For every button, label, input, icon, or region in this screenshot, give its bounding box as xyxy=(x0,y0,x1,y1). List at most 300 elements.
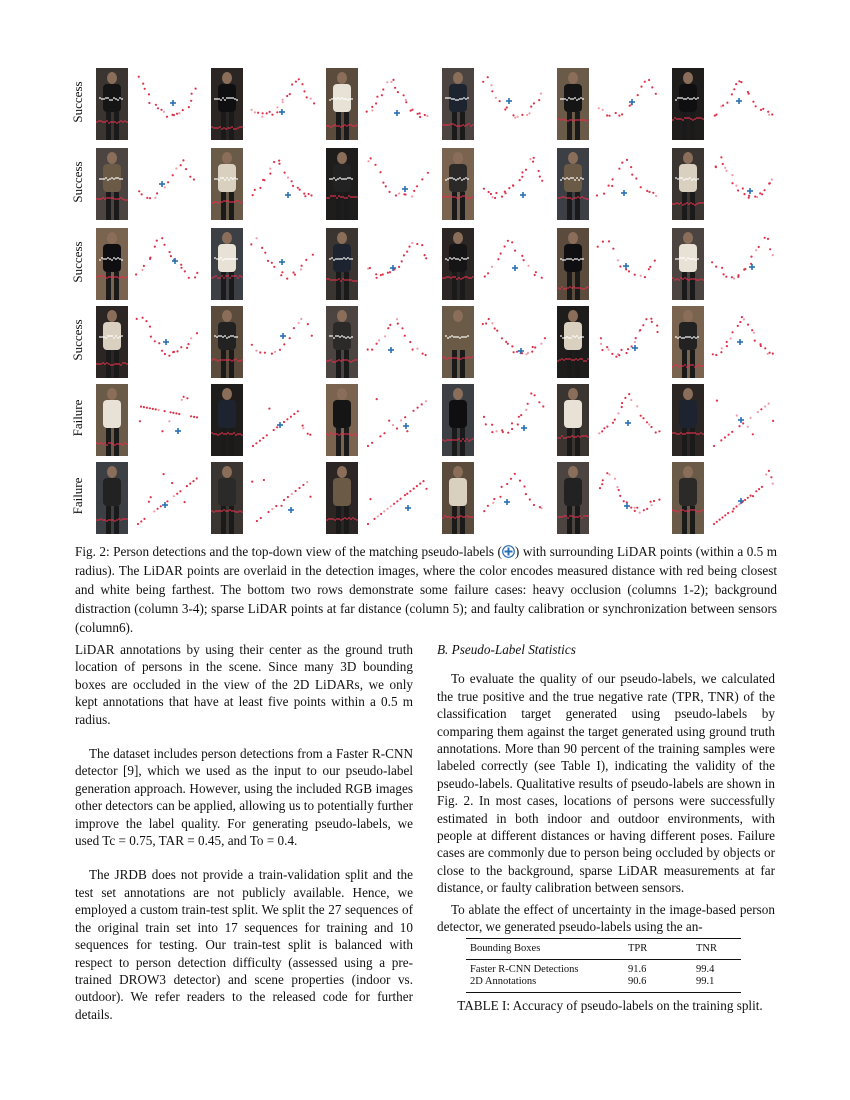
lidar-point xyxy=(425,354,427,356)
lidar-point xyxy=(768,403,770,405)
lidar-point xyxy=(507,240,509,242)
overlay-lidar-point xyxy=(348,124,350,126)
lidar-point xyxy=(141,269,143,271)
overlay-lidar-point xyxy=(221,201,223,203)
detection-image xyxy=(326,384,358,456)
overlay-lidar-point xyxy=(326,125,328,127)
overlay-lidar-point xyxy=(120,276,122,278)
figure-panel xyxy=(96,462,206,534)
figure-panel xyxy=(326,306,436,378)
lidar-point xyxy=(256,237,258,239)
overlay-lidar-point xyxy=(680,202,682,204)
row-label-text: Success xyxy=(70,81,85,123)
pseudo-label-marker xyxy=(177,428,179,434)
overlay-lidar-point xyxy=(98,519,100,521)
overlay-lidar-point xyxy=(677,97,679,99)
overlay-lidar-point xyxy=(465,177,467,179)
lidar-point xyxy=(412,348,414,350)
figure-panel xyxy=(96,384,206,456)
lidar-point xyxy=(724,167,726,169)
lidar-point xyxy=(728,434,730,436)
lidar-point xyxy=(267,260,269,262)
overlay-lidar-point xyxy=(350,124,352,126)
lidar-point xyxy=(630,507,632,509)
overlay-lidar-point xyxy=(567,197,569,199)
overlay-lidar-point xyxy=(465,336,467,338)
overlay-lidar-point xyxy=(220,335,222,337)
overlay-lidar-point xyxy=(696,433,698,435)
overlay-lidar-point xyxy=(122,444,124,446)
lidar-point xyxy=(615,356,617,358)
lidar-point xyxy=(534,346,536,348)
lidar-point xyxy=(496,430,498,432)
overlay-lidar-point xyxy=(118,121,120,123)
overlay-lidar-point xyxy=(219,201,221,203)
lidar-point xyxy=(403,254,405,256)
overlay-lidar-point xyxy=(458,438,460,440)
lidar-point xyxy=(644,81,646,83)
lidar-point xyxy=(519,480,521,482)
lidar-point xyxy=(382,182,384,184)
overlay-lidar-point xyxy=(227,432,229,434)
overlay-lidar-point xyxy=(563,437,565,439)
overlay-lidar-point xyxy=(105,258,107,260)
lidar-point xyxy=(369,267,371,269)
lidar-point xyxy=(715,114,717,116)
overlay-lidar-point xyxy=(217,277,219,279)
overlay-lidar-point xyxy=(449,336,451,338)
overlay-lidar-point xyxy=(573,359,575,361)
overlay-lidar-point xyxy=(573,436,575,438)
overlay-lidar-point xyxy=(338,359,340,361)
overlay-lidar-point xyxy=(122,518,124,520)
lidar-point xyxy=(754,340,756,342)
lidar-point xyxy=(184,270,186,272)
overlay-lidar-point xyxy=(211,510,213,512)
lidar-point xyxy=(510,478,512,480)
overlay-lidar-point xyxy=(354,125,356,127)
overlay-lidar-point xyxy=(459,259,461,261)
overlay-lidar-point xyxy=(679,97,681,99)
lidar-point xyxy=(252,445,254,447)
overlay-lidar-point xyxy=(571,435,573,437)
overlay-lidar-point xyxy=(697,178,699,180)
left-paragraph-2: The dataset includes person detections from a Faster R-CNN detector [9], which we used as the input to our pseudo-label generation approach. However, using the included RGB images other detectors can be applied, allowing us to potentially further improve the label quality. For generating pseudo-labels, we used Tc = 0.75, TAR = 0.45, and To = 0.4. xyxy=(75,746,413,849)
overlay-lidar-point xyxy=(336,125,338,127)
lidar-point xyxy=(611,353,613,355)
overlay-lidar-point xyxy=(692,119,694,121)
overlay-lidar-point xyxy=(585,120,587,122)
lidar-point xyxy=(483,188,485,190)
lidar-point xyxy=(276,426,278,428)
lidar-point xyxy=(767,238,769,240)
lidar-point xyxy=(180,346,182,348)
lidar-point xyxy=(250,243,252,245)
lidar-point xyxy=(263,179,265,181)
left-column xyxy=(75,641,413,1023)
lidar-point xyxy=(182,109,184,111)
overlay-lidar-point xyxy=(587,515,589,517)
lidar-point xyxy=(772,353,774,355)
lidar-point xyxy=(758,246,760,248)
lidar-point xyxy=(405,101,407,103)
overlay-lidar-point xyxy=(328,278,330,280)
lidar-point xyxy=(142,83,144,85)
overlay-lidar-point xyxy=(326,278,328,280)
overlay-lidar-point xyxy=(241,359,243,361)
overlay-lidar-point xyxy=(104,121,106,123)
overlay-lidar-point xyxy=(106,197,108,199)
overlay-lidar-point xyxy=(447,337,449,339)
overlay-lidar-point xyxy=(104,519,106,521)
overlay-lidar-point xyxy=(687,257,689,259)
lidar-point xyxy=(731,93,733,95)
overlay-lidar-point xyxy=(682,278,684,280)
pseudo-label-marker xyxy=(520,348,522,354)
figure-panel xyxy=(96,68,206,140)
lidar-point xyxy=(494,327,496,329)
lidar-point xyxy=(731,174,733,176)
detection-image xyxy=(672,228,704,300)
top-down-view xyxy=(247,462,321,534)
lidar-point xyxy=(732,510,734,512)
lidar-point xyxy=(491,266,493,268)
lidar-point xyxy=(419,112,421,114)
detection-image xyxy=(96,462,128,534)
overlay-lidar-point xyxy=(693,178,695,180)
overlay-lidar-point xyxy=(116,198,118,200)
top-down-view xyxy=(247,228,321,300)
overlay-lidar-point xyxy=(122,121,124,123)
overlay-lidar-point xyxy=(573,516,575,518)
overlay-lidar-point xyxy=(109,99,111,101)
lidar-point xyxy=(374,164,376,166)
overlay-lidar-point xyxy=(96,276,98,278)
overlay-lidar-point xyxy=(561,286,563,288)
lidar-point xyxy=(397,91,399,93)
overlay-lidar-point xyxy=(221,128,223,130)
lidar-point xyxy=(490,84,492,86)
lidar-point xyxy=(716,400,718,402)
overlay-lidar-point xyxy=(356,359,358,361)
overlay-lidar-point xyxy=(562,98,564,100)
person-leg xyxy=(567,112,572,140)
lidar-point xyxy=(750,495,752,497)
lidar-point xyxy=(291,83,293,85)
lidar-point xyxy=(626,159,628,161)
overlay-lidar-point xyxy=(675,258,677,260)
lidar-point xyxy=(156,240,158,242)
lidar-point xyxy=(388,420,390,422)
left-paragraph-1: LiDAR annotations by using their center as the ground truth location of persons in the scene. Since many 3D bounding boxes are occluded in the view of the 2D LiDARs, we only kept annotations that have at least five points within a 0.5 m radius. xyxy=(75,642,413,727)
overlay-lidar-point xyxy=(463,97,465,99)
lidar-point xyxy=(408,246,410,248)
table-header-cell: TNR xyxy=(696,943,717,954)
overlay-lidar-point xyxy=(462,357,464,359)
lidar-point xyxy=(621,113,623,115)
lidar-point xyxy=(737,325,739,327)
overlay-lidar-point xyxy=(338,518,340,520)
lidar-point xyxy=(627,348,629,350)
person-head xyxy=(683,310,693,322)
overlay-lidar-point xyxy=(559,359,561,361)
lidar-point xyxy=(748,93,750,95)
lidar-point xyxy=(378,339,380,341)
overlay-lidar-point xyxy=(100,363,102,365)
lidar-point xyxy=(651,504,653,506)
overlay-lidar-point xyxy=(446,124,448,126)
overlay-lidar-point xyxy=(337,178,339,180)
overlay-lidar-point xyxy=(557,197,559,199)
lidar-point xyxy=(603,427,605,429)
lidar-point xyxy=(637,94,639,96)
overlay-lidar-point xyxy=(350,361,352,363)
overlay-lidar-point xyxy=(692,509,694,511)
person-leg xyxy=(460,272,465,300)
overlay-lidar-point xyxy=(578,98,580,100)
overlay-lidar-point xyxy=(338,278,340,280)
lidar-point xyxy=(634,510,636,512)
figure-panel xyxy=(672,306,782,378)
overlay-lidar-point xyxy=(122,276,124,278)
overlay-lidar-point xyxy=(338,125,340,127)
top-down-view xyxy=(593,148,667,220)
lidar-point xyxy=(375,102,377,104)
overlay-lidar-point xyxy=(580,336,582,338)
person-torso xyxy=(679,322,697,350)
overlay-lidar-point xyxy=(567,517,569,519)
person-torso xyxy=(103,400,121,428)
overlay-lidar-point xyxy=(227,200,229,202)
overlay-lidar-point xyxy=(453,336,455,338)
overlay-lidar-point xyxy=(116,276,118,278)
lidar-point xyxy=(497,258,499,260)
overlay-lidar-point xyxy=(687,336,689,338)
lidar-point xyxy=(768,114,770,116)
lidar-point xyxy=(612,248,614,250)
overlay-lidar-point xyxy=(107,335,109,337)
overlay-lidar-point xyxy=(221,432,223,434)
lidar-point xyxy=(158,342,160,344)
overlay-lidar-point xyxy=(445,335,447,337)
caption-label: Fig. 2: xyxy=(75,544,110,559)
lidar-point xyxy=(761,193,763,195)
overlay-lidar-point xyxy=(449,257,451,259)
overlay-lidar-point xyxy=(696,117,698,119)
overlay-lidar-point xyxy=(457,258,459,260)
detection-image xyxy=(211,306,243,378)
person-torso xyxy=(564,84,582,112)
overlay-lidar-point xyxy=(559,197,561,199)
lidar-point xyxy=(653,500,655,502)
overlay-lidar-point xyxy=(107,97,109,99)
overlay-lidar-point xyxy=(562,337,564,339)
overlay-lidar-point xyxy=(448,439,450,441)
lidar-point xyxy=(181,399,183,401)
overlay-lidar-point xyxy=(686,117,688,119)
overlay-lidar-point xyxy=(464,440,466,442)
lidar-point xyxy=(268,408,270,410)
person-head xyxy=(107,72,117,84)
overlay-lidar-point xyxy=(213,433,215,435)
person-leg xyxy=(690,192,695,220)
overlay-lidar-point xyxy=(124,277,126,279)
overlay-lidar-point xyxy=(697,258,699,260)
overlay-lidar-point xyxy=(224,335,226,337)
overlay-lidar-point xyxy=(216,98,218,100)
person-leg xyxy=(690,112,695,140)
overlay-lidar-point xyxy=(99,259,101,261)
overlay-lidar-point xyxy=(338,434,340,436)
overlay-lidar-point xyxy=(700,278,702,280)
overlay-lidar-point xyxy=(692,364,694,366)
lidar-point xyxy=(421,403,423,405)
overlay-lidar-point xyxy=(230,258,232,260)
overlay-lidar-point xyxy=(472,196,474,198)
top-down-view xyxy=(593,306,667,378)
overlay-lidar-point xyxy=(108,197,110,199)
lidar-point xyxy=(621,162,623,164)
overlay-lidar-point xyxy=(118,198,120,200)
overlay-lidar-point xyxy=(332,433,334,435)
overlay-lidar-point xyxy=(567,436,569,438)
overlay-lidar-point xyxy=(679,336,681,338)
table-header-row xyxy=(466,939,741,960)
pseudo-label-marker xyxy=(174,258,176,264)
overlay-lidar-point xyxy=(333,97,335,99)
lidar-point xyxy=(389,324,391,326)
figure-panel xyxy=(326,462,436,534)
overlay-lidar-point xyxy=(126,121,128,123)
lidar-point xyxy=(264,252,266,254)
overlay-lidar-point xyxy=(694,118,696,120)
overlay-lidar-point xyxy=(569,515,571,517)
lidar-point xyxy=(606,346,608,348)
lidar-point xyxy=(656,325,658,327)
overlay-lidar-point xyxy=(347,177,349,179)
table-cell: 2D Annotations xyxy=(470,976,537,987)
overlay-lidar-point xyxy=(672,509,674,511)
overlay-lidar-point xyxy=(571,515,573,517)
overlay-lidar-point xyxy=(683,98,685,100)
overlay-lidar-point xyxy=(121,98,123,100)
person-leg xyxy=(344,428,349,456)
lidar-point xyxy=(143,518,145,520)
lidar-point xyxy=(261,116,263,118)
lidar-point xyxy=(425,400,427,402)
overlay-lidar-point xyxy=(690,118,692,120)
overlay-lidar-point xyxy=(109,178,111,180)
overlay-lidar-point xyxy=(690,278,692,280)
overlay-lidar-point xyxy=(113,178,115,180)
lidar-point xyxy=(383,432,385,434)
pseudo-label-marker xyxy=(739,339,741,345)
lidar-point xyxy=(416,185,418,187)
lidar-point xyxy=(483,510,485,512)
overlay-lidar-point xyxy=(575,358,577,360)
lidar-point xyxy=(149,407,151,409)
overlay-lidar-point xyxy=(682,509,684,511)
overlay-lidar-point xyxy=(461,257,463,259)
overlay-lidar-point xyxy=(585,515,587,517)
lidar-point xyxy=(287,496,289,498)
person-leg xyxy=(106,192,111,220)
lidar-point xyxy=(756,196,758,198)
lidar-point xyxy=(761,486,763,488)
lidar-point xyxy=(645,318,647,320)
figure-panel xyxy=(672,148,782,220)
lidar-point xyxy=(614,419,616,421)
overlay-lidar-point xyxy=(442,439,444,441)
pseudo-label-marker xyxy=(740,498,742,504)
lidar-point xyxy=(621,402,623,404)
person-torso xyxy=(218,478,236,506)
figure-panel xyxy=(557,462,667,534)
lidar-point xyxy=(417,407,419,409)
lidar-point xyxy=(291,180,293,182)
overlay-lidar-point xyxy=(678,433,680,435)
overlay-lidar-point xyxy=(337,258,339,260)
overlay-lidar-point xyxy=(587,436,589,438)
lidar-point xyxy=(762,108,764,110)
lidar-point xyxy=(266,112,268,114)
overlay-lidar-point xyxy=(237,127,239,129)
overlay-lidar-point xyxy=(222,336,224,338)
lidar-point xyxy=(512,185,514,187)
overlay-lidar-point xyxy=(581,288,583,290)
overlay-lidar-point xyxy=(447,97,449,99)
overlay-lidar-point xyxy=(583,197,585,199)
overlay-lidar-point xyxy=(214,335,216,337)
overlay-lidar-point xyxy=(337,335,339,337)
overlay-lidar-point xyxy=(572,335,574,337)
overlay-lidar-point xyxy=(112,443,114,445)
overlay-lidar-point xyxy=(213,127,215,129)
lidar-point xyxy=(257,112,259,114)
top-down-view xyxy=(478,306,552,378)
figure-panel xyxy=(211,68,321,140)
overlay-lidar-point xyxy=(356,519,358,521)
lidar-point xyxy=(390,505,392,507)
overlay-lidar-point xyxy=(241,126,243,128)
lidar-point xyxy=(262,112,264,114)
person-leg xyxy=(344,272,349,300)
overlay-lidar-point xyxy=(463,258,465,260)
lidar-point xyxy=(297,187,299,189)
lidar-point xyxy=(658,499,660,501)
lidar-point xyxy=(744,268,746,270)
overlay-lidar-point xyxy=(455,258,457,260)
lidar-point xyxy=(514,473,516,475)
overlay-lidar-point xyxy=(237,277,239,279)
overlay-lidar-point xyxy=(455,99,457,101)
overlay-lidar-point xyxy=(681,337,683,339)
person-torso xyxy=(449,244,467,272)
lidar-point xyxy=(424,114,426,116)
lidar-point xyxy=(723,273,725,275)
lidar-point xyxy=(530,392,532,394)
lidar-point xyxy=(658,430,660,432)
overlay-lidar-point xyxy=(103,98,105,100)
top-down-view xyxy=(593,68,667,140)
lidar-point xyxy=(755,105,757,107)
lidar-point xyxy=(538,99,540,101)
overlay-lidar-point xyxy=(339,336,341,338)
lidar-point xyxy=(426,115,428,117)
overlay-lidar-point xyxy=(583,119,585,121)
overlay-lidar-point xyxy=(691,98,693,100)
lidar-point xyxy=(409,490,411,492)
